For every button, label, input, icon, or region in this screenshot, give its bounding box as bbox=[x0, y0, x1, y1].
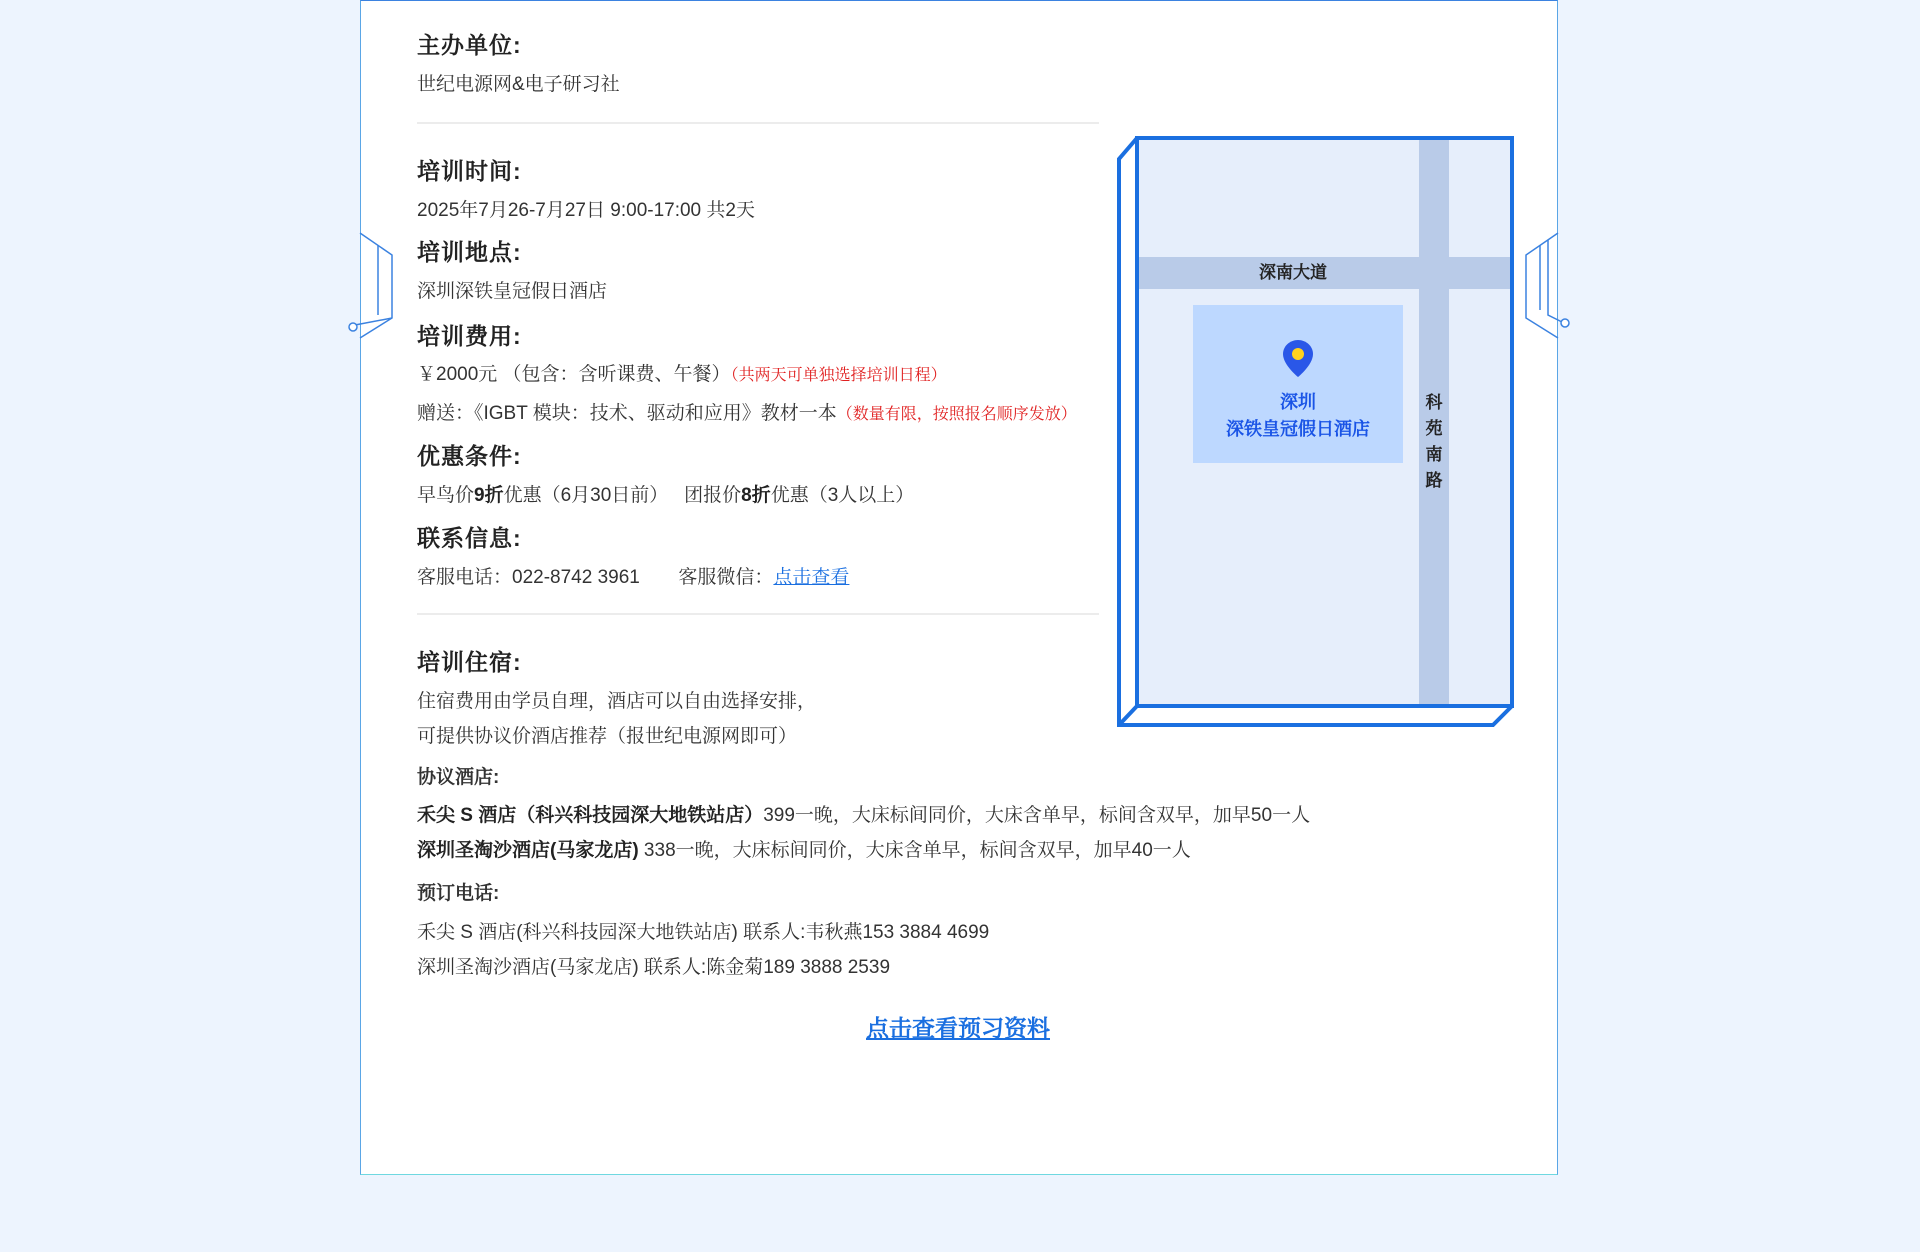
discount-value bbox=[417, 480, 914, 507]
road-label-keyuan-2: 苑 bbox=[1425, 419, 1443, 438]
early-bird-discount: 9折 bbox=[474, 485, 504, 506]
training-location-value: 深圳深铁皇冠假日酒店 bbox=[417, 281, 608, 302]
preview-materials-link[interactable]: 点击查看预习资料 bbox=[866, 1015, 1050, 1041]
accommodation-line1: 住宿费用由学员自理，酒店可以自由选择安排， bbox=[417, 691, 817, 712]
training-time-value: 2025年7月26-7月27日 9:00-17:00 共2天 bbox=[417, 200, 755, 221]
training-time-title: 培训时间: bbox=[417, 158, 522, 184]
fee-price: ￥2000元 （包含：含听课费、午餐） bbox=[417, 364, 731, 385]
road-label-shennan: 深南大道 bbox=[1259, 263, 1327, 282]
road-label-keyuan-3: 南 bbox=[1425, 445, 1443, 464]
accommodation-title: 培训住宿: bbox=[417, 649, 522, 675]
contact-phone: 客服电话：022-8742 3961 bbox=[417, 567, 640, 588]
hotel-name: 禾尖 S 酒店（科兴科技园深大地铁站店） bbox=[417, 805, 764, 826]
group-prefix: 团报价 bbox=[684, 485, 742, 506]
contact-title: 联系信息: bbox=[417, 525, 522, 551]
divider-top bbox=[417, 122, 1099, 124]
location-map bbox=[1115, 135, 1515, 735]
road-label-keyuan-4: 路 bbox=[1425, 471, 1443, 490]
hotel-detail: 399一晚，大床标间同价，大床含单早，标间含双早，加早50一人 bbox=[763, 805, 1311, 826]
hotels-title: 协议酒店: bbox=[417, 767, 500, 788]
group-discount: 8折 bbox=[741, 485, 771, 506]
accommodation-line2: 可提供协议价酒店推荐（报世纪电源网即可） bbox=[417, 726, 798, 747]
contact-value bbox=[417, 562, 849, 589]
gift-text: 赠送：《IGBT 模块：技术、驱动和应用》教材一本 bbox=[417, 403, 837, 424]
divider-middle bbox=[417, 613, 1099, 615]
group-suffix: 优惠（3人以上） bbox=[770, 485, 915, 506]
hotel-detail: 338一晚，大床标间同价，大床含单早，标间含双早，加早40一人 bbox=[638, 840, 1191, 861]
road-label-keyuan-1: 科 bbox=[1425, 393, 1443, 412]
booking-item: 深圳圣淘沙酒店(马家龙店) 联系人:陈金菊189 3888 2539 bbox=[417, 957, 891, 978]
hotel-item bbox=[417, 835, 1191, 862]
training-fee-line1 bbox=[417, 359, 947, 386]
wechat-label: 客服微信： bbox=[678, 567, 774, 588]
gift-note: （数量有限，按照报名顺序发放） bbox=[836, 406, 1077, 423]
organizer-title: 主办单位: bbox=[417, 32, 522, 58]
training-location-title: 培训地点: bbox=[417, 239, 522, 265]
organizer-value: 世纪电源网&电子研习社 bbox=[417, 74, 620, 95]
hotel-name: 深圳圣淘沙酒店(马家龙店) bbox=[417, 840, 639, 861]
training-fee-line2 bbox=[417, 398, 1077, 425]
hotel-item bbox=[417, 800, 1310, 827]
discount-title: 优惠条件: bbox=[417, 443, 522, 469]
booking-item: 禾尖 S 酒店(科兴科技园深大地铁站店) 联系人:韦秋燕153 3884 4699 bbox=[417, 922, 990, 943]
booking-title: 预订电话: bbox=[417, 883, 500, 904]
hotel-building bbox=[1193, 305, 1403, 463]
training-fee-title: 培训费用: bbox=[417, 323, 522, 349]
early-bird-prefix: 早鸟价 bbox=[417, 485, 475, 506]
fee-note: （共两天可单独选择培训日程） bbox=[730, 367, 947, 384]
wechat-link[interactable]: 点击查看 bbox=[773, 567, 850, 588]
place-name: 深铁皇冠假日酒店 bbox=[1226, 419, 1370, 439]
early-bird-suffix: 优惠（6月30日前） bbox=[503, 485, 669, 506]
place-city: 深圳 bbox=[1280, 392, 1316, 412]
